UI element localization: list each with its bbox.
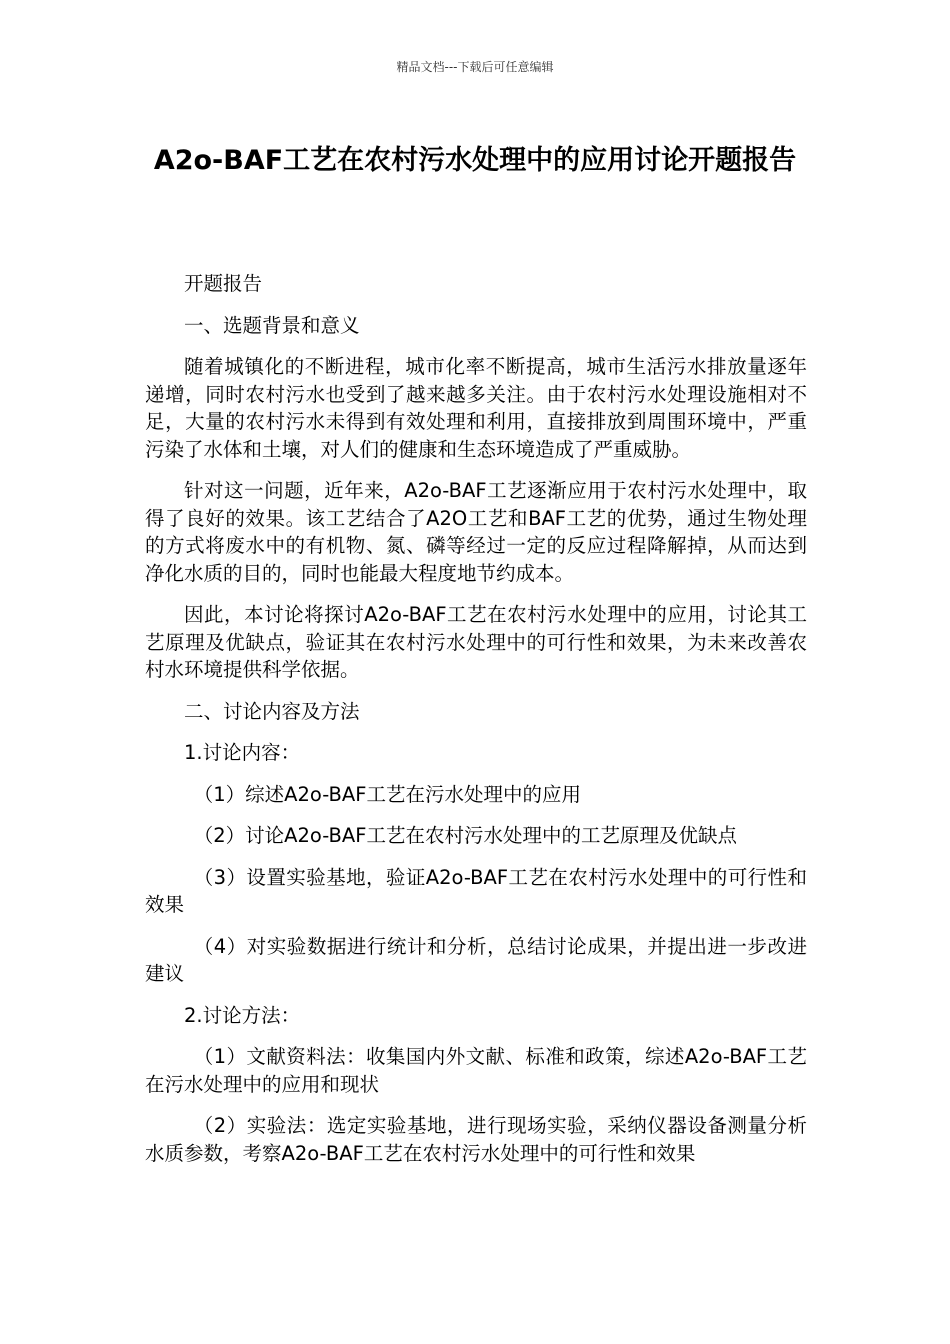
list-item: （3）设置实验基地，验证A2o-BAF工艺在农村污水处理中的可行性和效果	[145, 865, 807, 916]
section-heading-background: 一、选题背景和意义	[184, 313, 360, 337]
document-body	[145, 270, 807, 1181]
list-item: （2）实验法：选定实验基地，进行现场实验，采纳仪器设备测量分析水质参数，考察A2o-BAF工艺在农村污水处理中的可行性和效果	[145, 1114, 807, 1165]
report-label: 开题报告	[184, 272, 263, 295]
subheading-methods: 2.讨论方法：	[184, 1003, 301, 1027]
document-title: A2o-BAF工艺在农村污水处理中的应用讨论开题报告	[153, 145, 797, 176]
page-header-note: 精品文档---下载后可任意编辑	[396, 60, 554, 74]
paragraph-approach: 针对这一问题，近年来，A2o-BAF工艺逐渐应用于农村污水处理中，取得了良好的效果。该工艺结合了A2O工艺和BAF工艺的优势，通过生物处理的方式将废水中的有机物、氮、磷等经过一定的反应过程降解掉，从而达到净化水质的目的，同时也能最大程度地节约成本。	[145, 479, 807, 585]
section-heading-content-methods: 二、讨论内容及方法	[184, 699, 360, 723]
paragraph-purpose: 因此，本讨论将探讨A2o-BAF工艺在农村污水处理中的应用，讨论其工艺原理及优缺点，验证其在农村污水处理中的可行性和效果，为未来改善农村水环境提供科学依据。	[145, 603, 807, 681]
list-item: （4）对实验数据进行统计和分析，总结讨论成果，并提出进一步改进建议	[145, 934, 807, 985]
subheading-content: 1.讨论内容：	[184, 741, 301, 764]
list-item: （2）讨论A2o-BAF工艺在农村污水处理中的工艺原理及优缺点	[193, 824, 737, 847]
list-item: （1）文献资料法：收集国内外文献、标准和政策，综述A2o-BAF工艺在污水处理中的应用和现状	[145, 1045, 807, 1096]
paragraph-background: 随着城镇化的不断进程，城市化率不断提高，城市生活污水排放量逐年递增，同时农村污水也受到了越来越多关注。由于农村污水处理设施相对不足，大量的农村污水未得到有效处理和利用，直接排放到周围环境中，严重污染了水体和土壤，对人们的健康和生态环境造成了严重威胁。	[145, 355, 807, 461]
list-item: （1）综述A2o-BAF工艺在污水处理中的应用	[193, 782, 581, 806]
